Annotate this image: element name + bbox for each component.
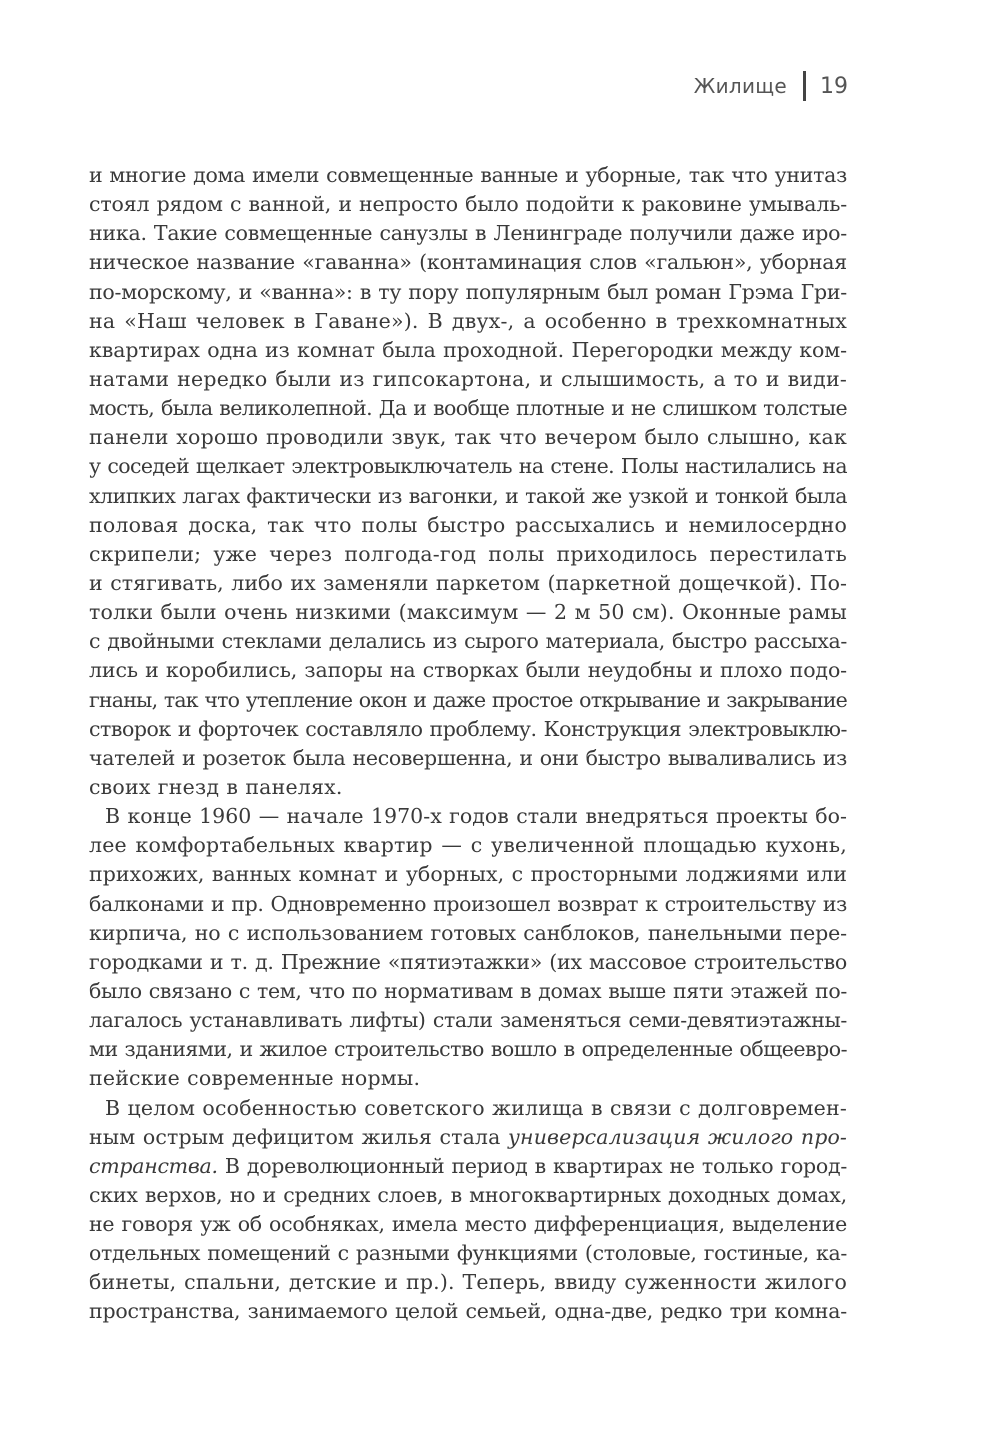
paragraph-1 xyxy=(89,161,847,802)
italic-emphasis: универсализация жилого про- xyxy=(508,1124,847,1149)
text-line: своих гнезд в панелях. xyxy=(89,774,343,799)
text-line: ских верхов, но и средних слоев, в многоквартирных доходных домах, xyxy=(89,1182,847,1207)
text-line: толки были очень низкими (максимум — 2 м 50 см). Оконные рамы xyxy=(89,600,847,625)
paragraph-3 xyxy=(89,1094,847,1327)
text-line: по-морскому, и «ванна»: в ту пору популярным был роман Грэма Гри- xyxy=(89,279,847,304)
text-line: В конце 1960 — начале 1970-х годов стали внедряться проекты бо- xyxy=(105,804,847,829)
text-line: половая доска, так что полы быстро рассыхались и немилосердно xyxy=(89,512,847,537)
text-line: городками и т. д. Прежние «пятиэтажки» (их массовое строительство xyxy=(89,949,847,974)
text-line: ника. Такие совмещенные санузлы в Ленинграде получили даже иро- xyxy=(89,221,847,246)
text-run: В дореволюционный период в квартирах не только город- xyxy=(217,1153,847,1178)
text-line: натами нередко были из гипсокартона, и слышимость, а то и види- xyxy=(89,366,847,391)
text-line: и многие дома имели совмещенные ванные и уборные, так что унитаз xyxy=(89,163,847,187)
text-line xyxy=(89,1152,847,1181)
text-line: ническое название «гаванна» (контаминация слов «гальюн», уборная xyxy=(89,250,847,275)
text-line: прихожих, ванных комнат и уборных, с просторными лоджиями или xyxy=(89,862,847,887)
text-line: квартирах одна из комнат была проходной. Перегородки между ком- xyxy=(89,337,847,362)
paragraph-2 xyxy=(89,802,847,1093)
text-line: В целом особенностью советского жилища в связи с долговремен- xyxy=(105,1095,847,1120)
text-line: у соседей щелкает электровыключатель на стене. Полы настилались на xyxy=(89,454,847,479)
text-line: створок и форточек составляло проблему. Конструкция электровыклю- xyxy=(89,716,847,741)
text-line: лее комфортабельных квартир — с увеличенной площадью кухонь, xyxy=(89,833,847,858)
text-line: с двойными стеклами делались из сырого материала, быстро рассыха- xyxy=(89,629,847,654)
text-run: ным острым дефицитом жилья стала xyxy=(89,1124,509,1149)
text-line: балконами и пр. Одновременно произошел возврат к строительству из xyxy=(89,891,847,916)
text-line: скрипели; уже через полгода-год полы приходилось перестилать xyxy=(89,541,847,566)
text-line: панели хорошо проводили звук, так что вечером было слышно, как xyxy=(89,425,847,450)
text-line: на «Наш человек в Гаване»). В двух-, а особенно в трехкомнатных xyxy=(89,308,847,333)
text-line: мость, была великолепной. Да и вообще плотные и не слишком толстые xyxy=(89,396,847,421)
page-number: 19 xyxy=(820,73,848,99)
text-line: лагалось устанавливать лифты) стали заменяться семи-девятиэтажны- xyxy=(89,1008,847,1033)
text-line: чателей и розеток была несовершенна, и они быстро вываливались из xyxy=(89,745,847,770)
header-divider xyxy=(803,71,806,101)
text-line: пейские современные нормы. xyxy=(89,1066,421,1091)
text-line: хлипких лагах фактически из вагонки, и такой же узкой и тонкой была xyxy=(89,483,847,508)
text-line: отдельных помещений с разными функциями (столовые, гостиные, ка- xyxy=(89,1241,847,1266)
text-line: было связано с тем, что по нормативам в домах выше пяти этажей по- xyxy=(89,978,847,1003)
text-line: пространства, занимаемого целой семьей, одна-две, редко три комна- xyxy=(89,1299,847,1324)
text-line: и стягивать, либо их заменяли паркетом (паркетной дощечкой). По- xyxy=(89,570,847,595)
text-line xyxy=(89,1123,847,1152)
running-head xyxy=(694,66,848,106)
text-line: ми зданиями, и жилое строительство вошло в определенные общеевро- xyxy=(89,1037,847,1062)
text-line: не говоря уж об особняках, имела место дифференциация, выделение xyxy=(89,1212,847,1237)
body-text xyxy=(89,161,847,1327)
text-line: стоял рядом с ванной, и непросто было подойти к раковине умываль- xyxy=(89,192,847,217)
italic-emphasis: странства. xyxy=(89,1153,218,1178)
text-line: кирпича, но с использованием готовых санблоков, панельными пере- xyxy=(89,920,847,945)
text-line: гнаны, так что утепление окон и даже простое открывание и закрывание xyxy=(89,687,847,712)
text-line: лись и коробились, запоры на створках были неудобны и плохо подо- xyxy=(89,658,847,683)
text-line: бинеты, спальни, детские и пр.). Теперь, ввиду суженности жилого xyxy=(89,1270,847,1295)
section-title: Жилище xyxy=(693,74,787,98)
